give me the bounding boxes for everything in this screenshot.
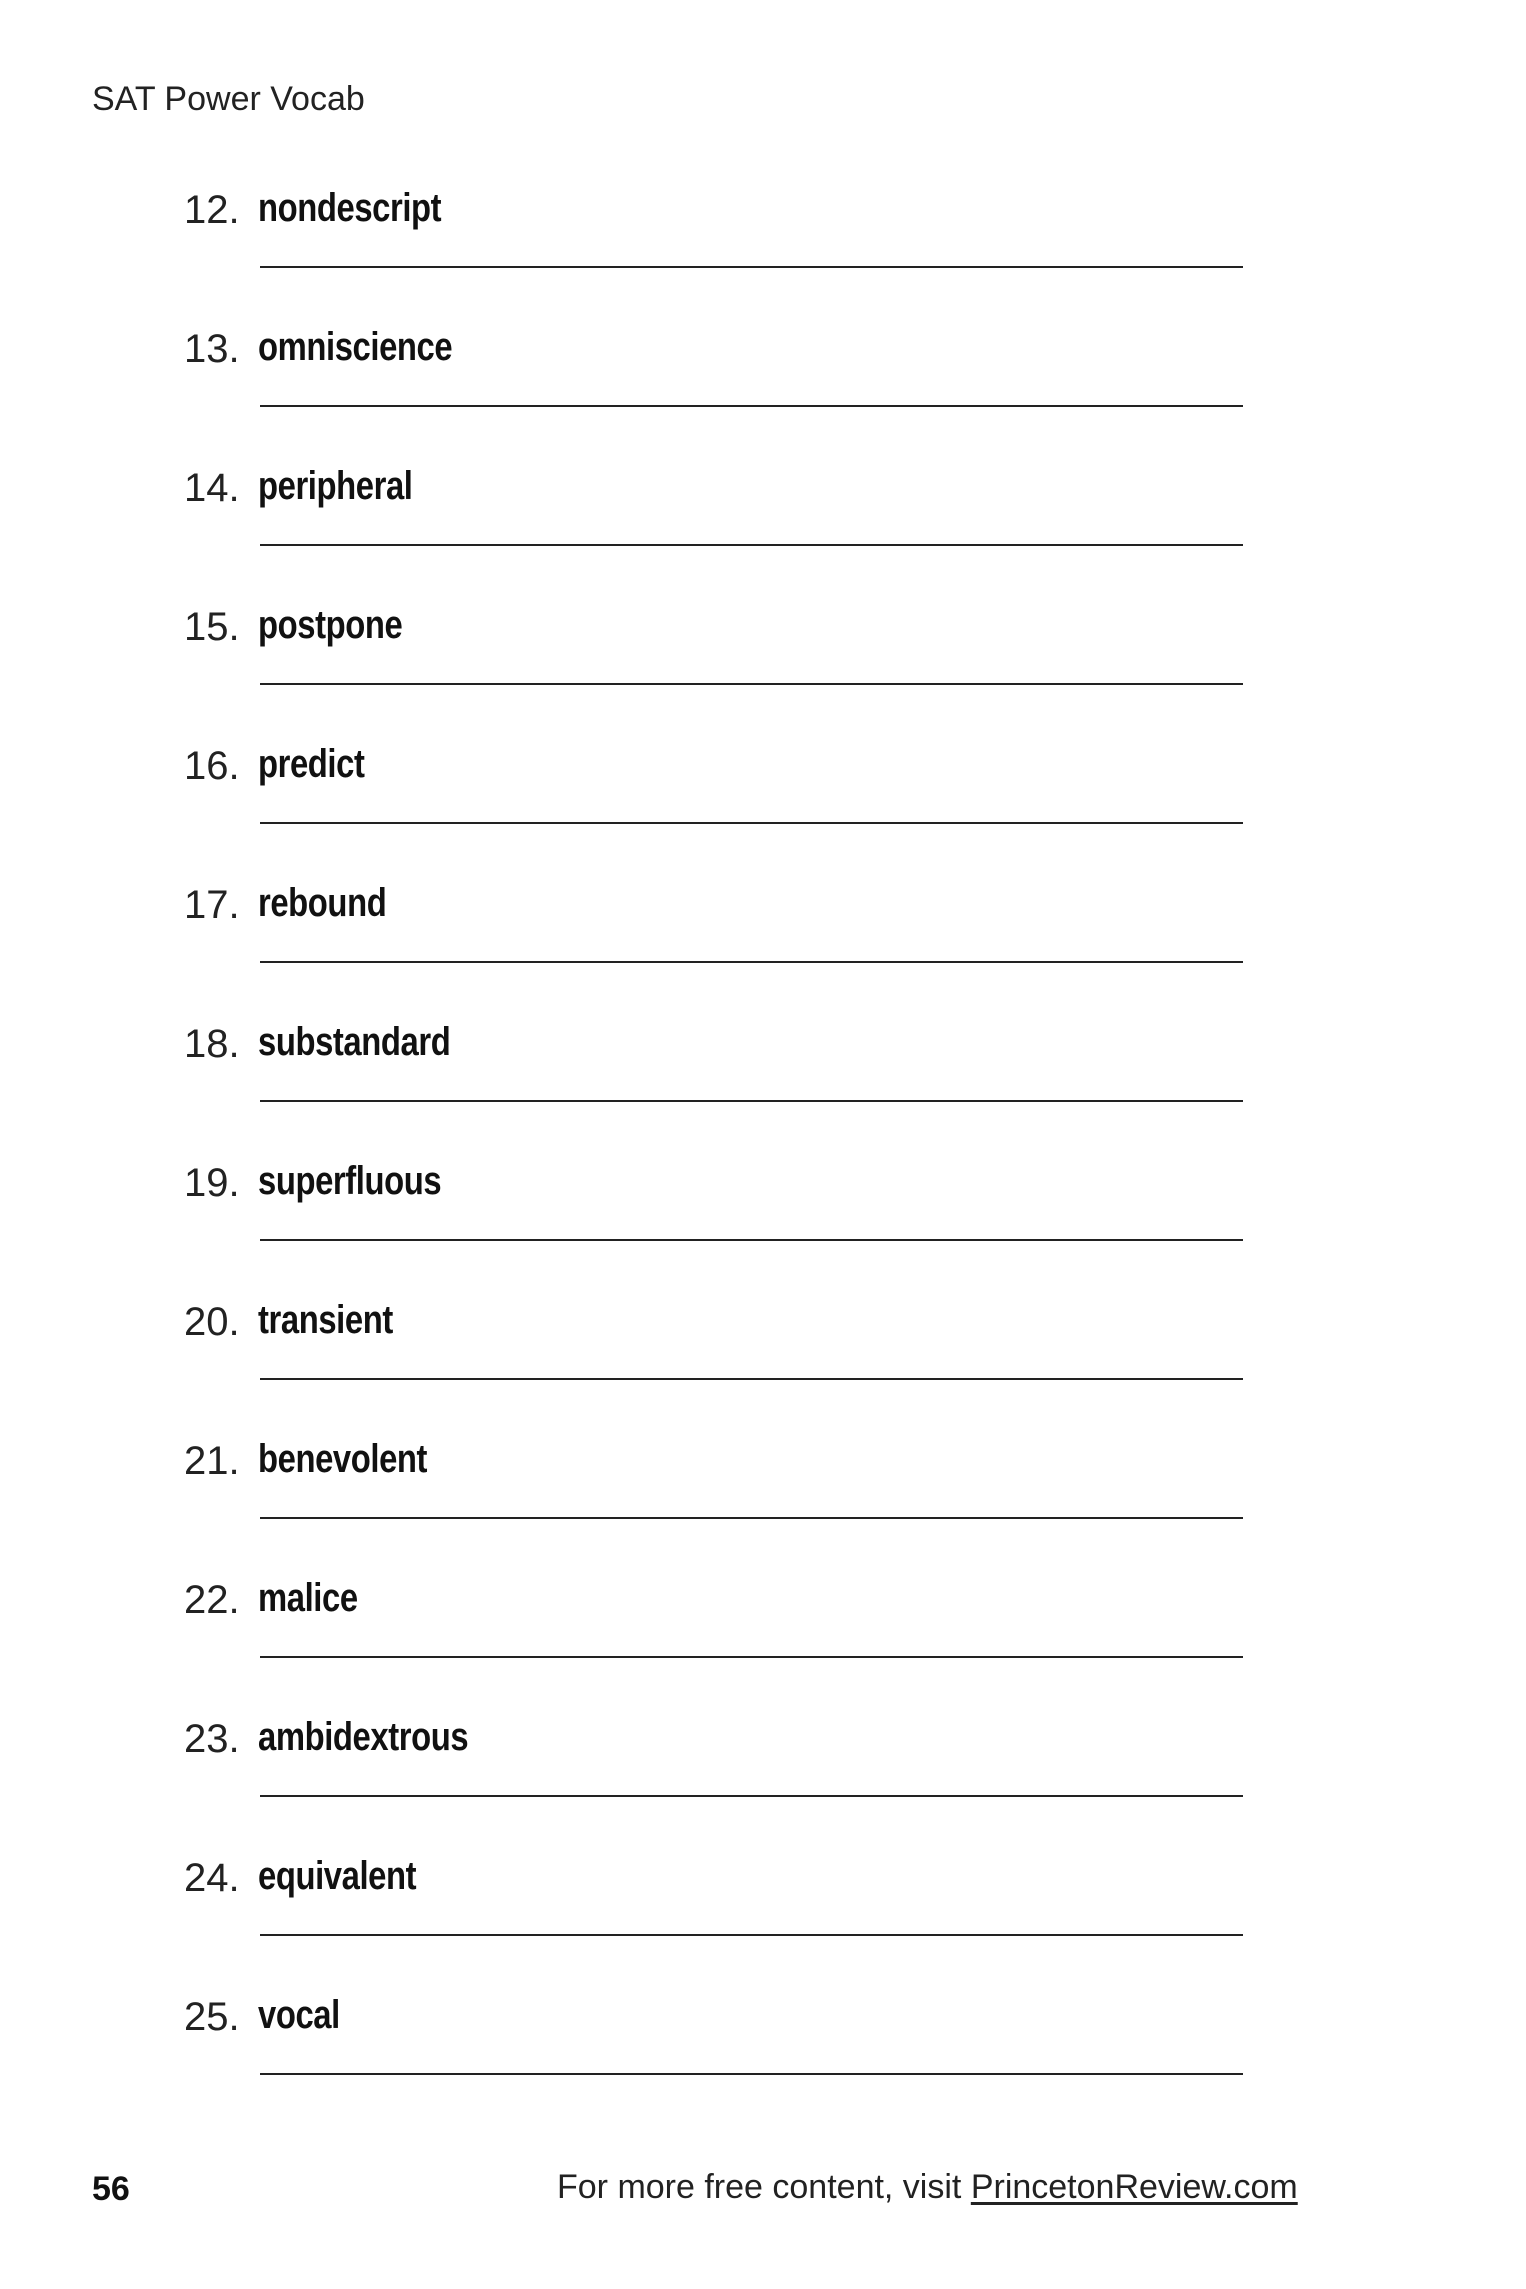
entry-number: 12. bbox=[184, 188, 240, 232]
entry-word: substandard bbox=[258, 1020, 451, 1064]
entry-word: omniscience bbox=[258, 325, 453, 369]
entry-word: nondescript bbox=[258, 186, 442, 230]
entry-number: 19. bbox=[184, 1161, 240, 1205]
answer-line[interactable] bbox=[260, 1795, 1243, 1797]
entry-number: 18. bbox=[184, 1022, 240, 1066]
answer-line[interactable] bbox=[260, 683, 1243, 685]
vocab-entry bbox=[0, 1576, 1526, 1719]
entry-word: benevolent bbox=[258, 1437, 428, 1481]
entry-word: peripheral bbox=[258, 464, 413, 508]
vocab-entry bbox=[0, 1854, 1526, 1997]
entry-word: equivalent bbox=[258, 1854, 417, 1898]
answer-line[interactable] bbox=[260, 1934, 1243, 1936]
answer-line[interactable] bbox=[260, 1239, 1243, 1241]
entry-number: 15. bbox=[184, 605, 240, 649]
answer-line[interactable] bbox=[260, 1656, 1243, 1658]
entry-word: transient bbox=[258, 1298, 393, 1342]
answer-line[interactable] bbox=[260, 405, 1243, 407]
answer-line[interactable] bbox=[260, 1517, 1243, 1519]
entry-number: 22. bbox=[184, 1578, 240, 1622]
vocab-entry bbox=[0, 1715, 1526, 1858]
entry-number: 21. bbox=[184, 1439, 240, 1483]
answer-line[interactable] bbox=[260, 961, 1243, 963]
footer-text bbox=[557, 2170, 1298, 2204]
entry-number: 20. bbox=[184, 1300, 240, 1344]
entry-word: rebound bbox=[258, 881, 387, 925]
entry-word: predict bbox=[258, 742, 365, 786]
entry-number: 23. bbox=[184, 1717, 240, 1761]
entry-word: postpone bbox=[258, 603, 403, 647]
entry-word: vocal bbox=[258, 1993, 340, 2037]
answer-line[interactable] bbox=[260, 1378, 1243, 1380]
entry-number: 14. bbox=[184, 466, 240, 510]
vocab-entry bbox=[0, 603, 1526, 746]
entry-word: superfluous bbox=[258, 1159, 442, 1203]
vocab-entry bbox=[0, 464, 1526, 607]
answer-line[interactable] bbox=[260, 266, 1243, 268]
vocab-entry bbox=[0, 881, 1526, 1024]
vocab-entry bbox=[0, 1437, 1526, 1580]
vocab-entry bbox=[0, 742, 1526, 885]
entry-number: 25. bbox=[184, 1995, 240, 2039]
answer-line[interactable] bbox=[260, 2073, 1243, 2075]
entry-number: 16. bbox=[184, 744, 240, 788]
answer-line[interactable] bbox=[260, 1100, 1243, 1102]
vocab-entry bbox=[0, 325, 1526, 468]
answer-line[interactable] bbox=[260, 822, 1243, 824]
entry-word: malice bbox=[258, 1576, 358, 1620]
page-number: 56 bbox=[92, 2170, 130, 2208]
vocab-entry bbox=[0, 1298, 1526, 1441]
vocab-entry bbox=[0, 1020, 1526, 1163]
entry-word: ambidextrous bbox=[258, 1715, 469, 1759]
entry-number: 17. bbox=[184, 883, 240, 927]
vocab-entry bbox=[0, 186, 1526, 329]
vocab-entry bbox=[0, 1993, 1526, 2136]
princeton-review-link[interactable]: PrincetonReview.com bbox=[970, 2168, 1298, 2206]
entry-number: 13. bbox=[184, 327, 240, 371]
footer-prefix: For more free content, visit bbox=[557, 2168, 971, 2206]
answer-line[interactable] bbox=[260, 544, 1243, 546]
running-head: SAT Power Vocab bbox=[92, 80, 365, 118]
entry-number: 24. bbox=[184, 1856, 240, 1900]
vocab-entry bbox=[0, 1159, 1526, 1302]
